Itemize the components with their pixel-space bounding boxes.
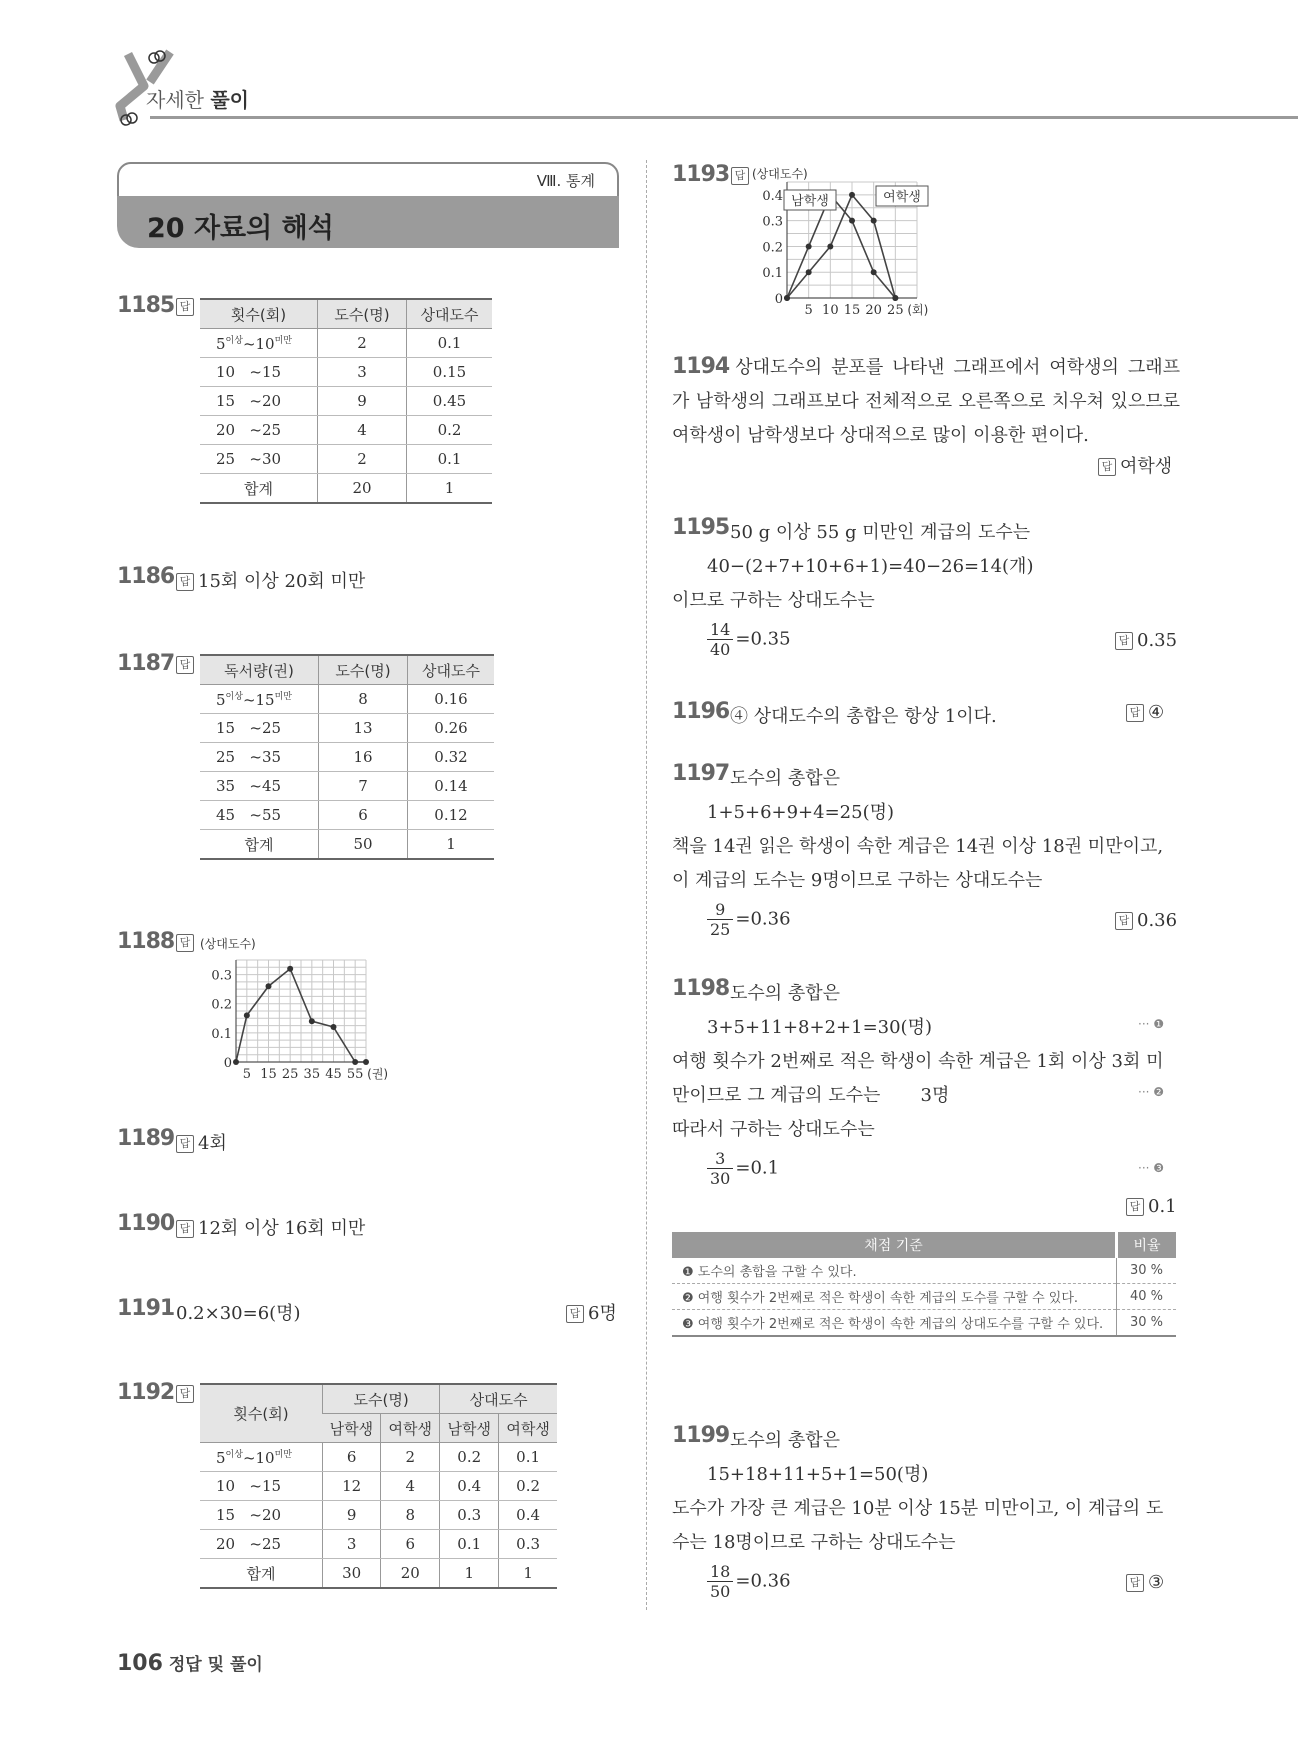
table-row: 합계 50 1 — [200, 830, 494, 860]
header-title: 자세한 풀이 — [146, 88, 249, 112]
answer-icon: 답 — [176, 298, 194, 316]
problem-number: 1187 — [117, 651, 175, 676]
y-tick-label: 0.4 — [762, 188, 783, 204]
solution-line: 50 g 이상 55 g 미만인 계급의 도수는 — [730, 522, 1031, 543]
x-tick-label: 5 — [804, 303, 813, 318]
solution-line: 이 계급의 도수는 9명이므로 구하는 상대도수는 — [672, 870, 1043, 891]
table-row: 10 ~15 3 0.15 — [200, 358, 492, 387]
data-point — [309, 1018, 315, 1024]
step-marker: ··· ❷ — [1138, 1085, 1165, 1099]
y-tick-label: 0.3 — [211, 968, 232, 984]
y-tick-label: 0 — [774, 292, 783, 307]
data-point — [827, 243, 833, 249]
table-row: 45 ~55 6 0.12 — [200, 801, 494, 830]
solution-line: 따라서 구하는 상대도수는 — [672, 1119, 875, 1140]
solution-line: 여행 횟수가 2번째로 적은 학생이 속한 계급은 1회 이상 3회 미 — [672, 1051, 1164, 1072]
table-row: 합계 20 1 — [200, 474, 492, 504]
solution-text: 1194 상대도수의 분포를 나타낸 그래프에서 여학생의 그래프가 남학생의 그래프보다 전체적으로 오른쪽으로 치우쳐 있으므로 여학생이 남학생보다 상대적으로 많이 이용한 편이다. — [672, 354, 1180, 446]
series-label: 남학생 — [791, 194, 829, 209]
page-footer — [117, 1650, 263, 1676]
problem-number: 1199 — [672, 1423, 730, 1448]
x-tick-label: 25 — [887, 303, 904, 318]
data-point — [784, 295, 790, 301]
x-tick-label: 5 — [242, 1067, 251, 1082]
solution-line: 도수가 가장 큰 계급은 10분 이상 15분 미만이고, 이 계급의 도 — [672, 1498, 1164, 1519]
data-point — [352, 1059, 358, 1065]
solution-line: 도수의 총합은 — [730, 768, 841, 789]
x-tick-label: 55 — [346, 1067, 364, 1082]
problem-number: 1185 — [117, 293, 175, 318]
final-answer: 답 ④ — [1126, 702, 1164, 723]
final-answer: 답 ③ — [1126, 1572, 1164, 1593]
table-row: 15 ~20 9 8 0.3 0.4 — [200, 1501, 557, 1530]
frequency-table-1185: 횟수(회) 도수(명) 상대도수 $5^{이상}\sim 10^{미만}$ 2 0.1 10 ~15 3 0.15 15 ~20 9 0.45 20 ~25 4 0.2 25 ~30 2 0.1 합계 20 1 — [200, 298, 492, 504]
solution-line: 수는 18명이므로 구하는 상대도수는 — [672, 1532, 956, 1553]
data-point — [331, 1024, 337, 1030]
data-point — [233, 1059, 239, 1065]
solution-line: 40−(2+7+10+6+1)=40−26=14(개) — [707, 556, 1034, 577]
solution-line: 이므로 구하는 상대도수는 — [672, 590, 875, 611]
problem-number: 1191 — [117, 1296, 175, 1321]
solution-line: 1+5+6+9+4=25(명) — [707, 802, 895, 823]
section-unit: Ⅷ. 통계 — [536, 172, 595, 190]
solution-line: 15+18+11+5+1=50(명) — [707, 1464, 929, 1485]
frequency-table-1192: 횟수(회) 도수(명) 상대도수 남학생 여학생 남학생 여학생 $5^{이상}\sim 10^{미만}$ 6 2 0.2 0.1 10 ~15 12 4 0.4 0.2 15 ~20 9 8 0.3 0.4 20 ~25 3 6 0.1 0.3 합계 30 20 1 1 — [200, 1383, 557, 1589]
data-point — [871, 218, 877, 224]
table-row: 25 ~30 2 0.1 — [200, 445, 492, 474]
problem-number: 1198 — [672, 976, 730, 1001]
data-point — [806, 269, 812, 275]
answer-text: 답 4회 — [176, 1129, 227, 1155]
data-point — [287, 966, 293, 972]
data-point — [266, 983, 272, 989]
solution-line: 도수의 총합은 — [730, 983, 841, 1004]
table-row: ❷ 여행 횟수가 2번째로 적은 학생이 속한 계급의 도수를 구할 수 있다. 40 % — [672, 1284, 1176, 1310]
solution-line: 책을 14권 읽은 학생이 속한 계급은 14권 이상 18권 미만이고, — [672, 836, 1164, 857]
footer-label: 정답 및 풀이 — [168, 1655, 263, 1675]
x-tick-label: 15 — [260, 1067, 277, 1082]
relative-frequency-graph-1193 — [752, 162, 952, 320]
x-tick-label: 45 — [325, 1067, 342, 1082]
final-answer: 답 여학생 — [1098, 452, 1172, 478]
fraction-result: $\frac{3}{30}$ =0.1 — [707, 1149, 779, 1188]
step-marker: ··· ❶ — [1138, 1017, 1165, 1031]
x-tick-label: 20 — [865, 303, 882, 318]
solution-line: ④ 상대도수의 총합은 항상 1이다. — [730, 706, 997, 727]
x-tick-label: 25 — [281, 1067, 299, 1082]
y-tick-label: 0 — [223, 1056, 232, 1071]
table-row: 15 ~25 13 0.26 — [200, 714, 494, 743]
data-point — [849, 192, 855, 198]
data-point — [806, 243, 812, 249]
header-rule — [150, 116, 1298, 119]
problem-number: 1189 — [117, 1126, 175, 1151]
table-row: 15 ~20 9 0.45 — [200, 387, 492, 416]
y-tick-label: 0.1 — [762, 266, 783, 282]
table-row: 합계 30 20 1 1 — [200, 1559, 557, 1589]
scoring-rubric-table: 채점 기준 비율 ❶ 도수의 총합을 구할 수 있다. 30 % ❷ 여행 횟수가 2번째로 적은 학생이 속한 계급의 도수를 구할 수 있다. 40 % ❸ 여행 횟수가 2번째로 적은 학생이 속한 계급의 상대도수를 구할 수 있다. 30 % — [672, 1232, 1176, 1337]
column-divider — [646, 160, 647, 1610]
answer-icon: 답 — [731, 167, 749, 185]
x-tick-label: 10 — [822, 303, 839, 318]
step-marker: ··· ❸ — [1138, 1161, 1165, 1175]
data-point — [363, 1059, 369, 1065]
table-row: 35 ~45 7 0.14 — [200, 772, 494, 801]
problem-number: 1192 — [117, 1380, 175, 1405]
y-tick-label: 0.2 — [211, 997, 232, 1013]
x-axis-label: (회) — [907, 303, 929, 317]
solution-line: 3+5+11+8+2+1=30(명) — [707, 1017, 932, 1038]
problem-number: 1196 — [672, 699, 730, 724]
x-tick-label: 35 — [303, 1067, 321, 1082]
data-point — [849, 218, 855, 224]
answer-icon: 답 — [176, 934, 194, 952]
problem-number: 1195 — [672, 515, 730, 540]
table-row: ❶ 도수의 총합을 구할 수 있다. 30 % — [672, 1258, 1176, 1284]
table-row: 20 ~25 4 0.2 — [200, 416, 492, 445]
final-answer: 답 0.1 — [1126, 1196, 1177, 1217]
final-answer: 답 0.36 — [1115, 910, 1177, 931]
solution-expression: 0.2×30=6(명) — [176, 1303, 301, 1324]
table-row: $5^{이상}\sim 15^{미만}$ 8 0.16 — [200, 685, 494, 714]
fraction-result: $\frac{18}{50}$ =0.36 — [707, 1562, 791, 1601]
y-axis-label: (상대도수) — [752, 167, 808, 181]
table-row: 25 ~35 16 0.32 — [200, 743, 494, 772]
frequency-table-1187: 독서량(권) 도수(명) 상대도수 $5^{이상}\sim 15^{미만}$ 8 0.16 15 ~25 13 0.26 25 ~35 16 0.32 35 ~45 7 0.14 45 ~55 6 0.12 합계 50 1 — [200, 654, 494, 860]
x-tick-label: 15 — [843, 303, 861, 318]
final-answer: 답 0.35 — [1115, 630, 1177, 651]
answer-text: 답 15회 이상 20회 미만 — [176, 567, 365, 593]
fraction-result: $\frac{14}{40}$ =0.35 — [707, 620, 791, 659]
y-tick-label: 0.2 — [762, 240, 783, 256]
series-label: 여학생 — [883, 190, 921, 205]
y-axis-label: (상대도수) — [200, 937, 256, 951]
data-point — [871, 269, 877, 275]
solution-line: 도수의 총합은 — [730, 1430, 841, 1451]
y-tick-label: 0.1 — [211, 1026, 232, 1042]
page-number: 106 — [117, 1651, 163, 1676]
fraction-result: $\frac{9}{25}$ =0.36 — [707, 900, 791, 939]
problem-number: 1197 — [672, 761, 730, 786]
data-point — [244, 1012, 250, 1018]
final-answer: 답 6명 — [566, 1299, 617, 1325]
problem-number: 1193 — [672, 162, 730, 187]
table-row: ❸ 여행 횟수가 2번째로 적은 학생이 속한 계급의 상대도수를 구할 수 있다. 30 % — [672, 1310, 1176, 1337]
table-row: $5^{이상}\sim 10^{미만}$ 2 0.1 — [200, 329, 492, 358]
data-point — [892, 295, 898, 301]
relative-frequency-graph-1188 — [196, 928, 416, 1088]
x-axis-label: (권) — [367, 1067, 389, 1081]
y-tick-label: 0.3 — [762, 214, 783, 230]
answer-text: 답 12회 이상 16회 미만 — [176, 1214, 365, 1240]
problem-number: 1190 — [117, 1211, 175, 1236]
section-banner — [117, 162, 619, 248]
table-row: 10 ~15 12 4 0.4 0.2 — [200, 1472, 557, 1501]
section-title: 20 자료의 해석 — [147, 213, 334, 244]
problem-number: 1188 — [117, 929, 175, 954]
problem-number: 1186 — [117, 564, 175, 589]
solution-line: 만이므로 그 계급의 도수는 3명 — [672, 1085, 950, 1106]
answer-icon: 답 — [176, 1385, 194, 1403]
table-row: $5^{이상}\sim 10^{미만}$ 6 2 0.2 0.1 — [200, 1443, 557, 1472]
answer-icon: 답 — [176, 656, 194, 674]
table-row: 20 ~25 3 6 0.1 0.3 — [200, 1530, 557, 1559]
